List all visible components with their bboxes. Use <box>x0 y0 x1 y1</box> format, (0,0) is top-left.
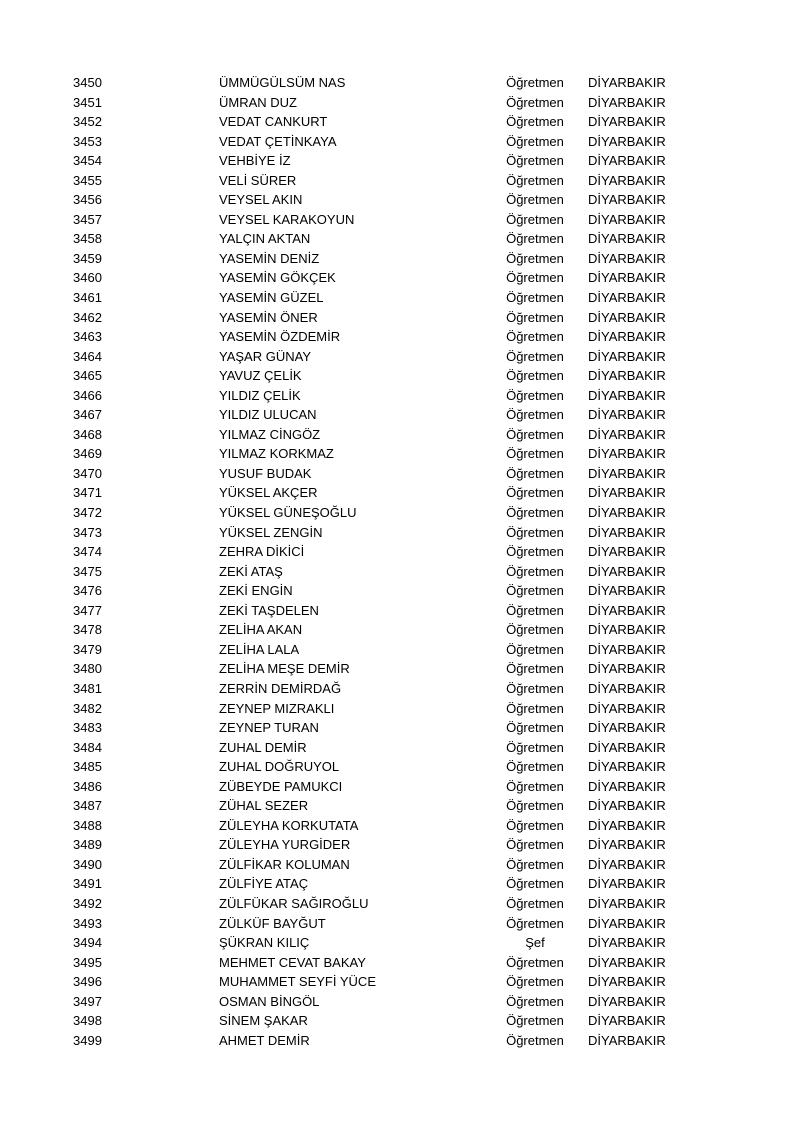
person-name: YUSUF BUDAK <box>219 465 312 481</box>
person-name: VEDAT CANKURT <box>219 114 328 130</box>
row-number: 3496 <box>73 974 102 990</box>
city-name: DİYARBAKIR <box>588 270 666 286</box>
row-number: 3458 <box>73 231 102 247</box>
person-name: ZÜLKÜF BAYĞUT <box>219 915 326 931</box>
list-row <box>0 933 800 953</box>
row-number: 3459 <box>73 250 102 266</box>
person-name: ZÜLEYHA YURGİDER <box>219 837 351 853</box>
row-number: 3460 <box>73 270 102 286</box>
person-name: YALÇIN AKTAN <box>219 231 311 247</box>
list-row <box>0 425 800 445</box>
city-name: DİYARBAKIR <box>588 817 666 833</box>
person-title: Öğretmen <box>506 250 564 266</box>
row-number: 3485 <box>73 759 102 775</box>
city-name: DİYARBAKIR <box>588 778 666 794</box>
list-row <box>0 699 800 719</box>
person-title: Öğretmen <box>506 505 564 521</box>
row-number: 3481 <box>73 680 102 696</box>
person-name: YASEMİN GÖKÇEK <box>219 270 336 286</box>
list-row <box>0 93 800 113</box>
person-name: YÜKSEL GÜNEŞOĞLU <box>219 505 357 521</box>
list-row <box>0 738 800 758</box>
row-number: 3467 <box>73 407 102 423</box>
city-name: DİYARBAKIR <box>588 661 666 677</box>
list-row <box>0 503 800 523</box>
person-name: ÜMRAN DUZ <box>219 94 297 110</box>
person-name: ZERRİN DEMİRDAĞ <box>219 680 342 696</box>
person-name: YILMAZ KORKMAZ <box>219 446 334 462</box>
city-name: DİYARBAKIR <box>588 114 666 130</box>
city-name: DİYARBAKIR <box>588 856 666 872</box>
person-name: MEHMET CEVAT BAKAY <box>219 954 366 970</box>
row-number: 3494 <box>73 935 102 951</box>
list-row <box>0 972 800 992</box>
row-number: 3490 <box>73 856 102 872</box>
city-name: DİYARBAKIR <box>588 231 666 247</box>
list-row <box>0 483 800 503</box>
city-name: DİYARBAKIR <box>588 602 666 618</box>
city-name: DİYARBAKIR <box>588 1013 666 1029</box>
city-name: DİYARBAKIR <box>588 563 666 579</box>
city-name: DİYARBAKIR <box>588 94 666 110</box>
row-number: 3498 <box>73 1013 102 1029</box>
person-title: Öğretmen <box>506 837 564 853</box>
row-number: 3462 <box>73 309 102 325</box>
list-row <box>0 601 800 621</box>
list-row <box>0 405 800 425</box>
person-name: ZELİHA LALA <box>219 641 300 657</box>
person-name: YILDIZ ULUCAN <box>219 407 317 423</box>
row-number: 3482 <box>73 700 102 716</box>
person-name: VEHBİYE İZ <box>219 153 291 169</box>
city-name: DİYARBAKIR <box>588 954 666 970</box>
person-title: Öğretmen <box>506 798 564 814</box>
person-title: Öğretmen <box>506 915 564 931</box>
person-name: ZEKİ ATAŞ <box>219 563 283 579</box>
city-name: DİYARBAKIR <box>588 309 666 325</box>
person-title: Öğretmen <box>506 426 564 442</box>
list-row <box>0 327 800 347</box>
city-name: DİYARBAKIR <box>588 935 666 951</box>
list-row <box>0 229 800 249</box>
row-number: 3484 <box>73 739 102 755</box>
row-number: 3452 <box>73 114 102 130</box>
city-name: DİYARBAKIR <box>588 524 666 540</box>
person-name: ZÜLEYHA KORKUTATA <box>219 817 359 833</box>
row-number: 3487 <box>73 798 102 814</box>
person-name: YÜKSEL ZENGİN <box>219 524 323 540</box>
list-row <box>0 640 800 660</box>
city-name: DİYARBAKIR <box>588 407 666 423</box>
person-title: Öğretmen <box>506 153 564 169</box>
person-title: Öğretmen <box>506 75 564 90</box>
person-title: Öğretmen <box>506 387 564 403</box>
person-title: Öğretmen <box>506 876 564 892</box>
list-row <box>0 874 800 894</box>
person-title: Öğretmen <box>506 524 564 540</box>
person-title: Şef <box>525 935 545 951</box>
person-name: ÜMMÜGÜLSÜM NAS <box>219 75 346 90</box>
city-name: DİYARBAKIR <box>588 348 666 364</box>
city-name: DİYARBAKIR <box>588 720 666 736</box>
person-title: Öğretmen <box>506 778 564 794</box>
person-name: YILMAZ CİNGÖZ <box>219 426 321 442</box>
list-row <box>0 210 800 230</box>
row-number: 3497 <box>73 993 102 1009</box>
list-row <box>0 523 800 543</box>
person-name: AHMET DEMİR <box>219 1032 310 1048</box>
person-title: Öğretmen <box>506 993 564 1009</box>
city-name: DİYARBAKIR <box>588 505 666 521</box>
person-title: Öğretmen <box>506 94 564 110</box>
person-name: ZUHAL DEMİR <box>219 739 307 755</box>
row-number: 3457 <box>73 211 102 227</box>
city-name: DİYARBAKIR <box>588 387 666 403</box>
row-number: 3492 <box>73 895 102 911</box>
person-title: Öğretmen <box>506 856 564 872</box>
list-row <box>0 894 800 914</box>
person-title: Öğretmen <box>506 720 564 736</box>
person-name: ZÜLFİYE ATAÇ <box>219 876 309 892</box>
city-name: DİYARBAKIR <box>588 739 666 755</box>
list-row <box>0 796 800 816</box>
person-name: ZÜHAL SEZER <box>219 798 309 814</box>
city-name: DİYARBAKIR <box>588 446 666 462</box>
list-row <box>0 953 800 973</box>
row-number: 3478 <box>73 622 102 638</box>
row-number: 3479 <box>73 641 102 657</box>
person-title: Öğretmen <box>506 583 564 599</box>
person-title: Öğretmen <box>506 759 564 775</box>
city-name: DİYARBAKIR <box>588 680 666 696</box>
list-row <box>0 757 800 777</box>
person-title: Öğretmen <box>506 329 564 345</box>
person-title: Öğretmen <box>506 270 564 286</box>
person-name: ZEKİ ENGİN <box>219 583 293 599</box>
list-row <box>0 562 800 582</box>
city-name: DİYARBAKIR <box>588 798 666 814</box>
person-name: YILDIZ ÇELİK <box>219 387 301 403</box>
person-title: Öğretmen <box>506 485 564 501</box>
city-name: DİYARBAKIR <box>588 895 666 911</box>
city-name: DİYARBAKIR <box>588 211 666 227</box>
list-row <box>0 855 800 875</box>
list-row <box>0 914 800 934</box>
person-name: ŞÜKRAN KILIÇ <box>219 935 310 951</box>
person-title: Öğretmen <box>506 680 564 696</box>
person-name: ZEKİ TAŞDELEN <box>219 602 319 618</box>
row-number: 3461 <box>73 290 102 306</box>
city-name: DİYARBAKIR <box>588 250 666 266</box>
row-number: 3453 <box>73 133 102 149</box>
list-row <box>0 1031 800 1051</box>
row-number: 3469 <box>73 446 102 462</box>
list-row <box>0 268 800 288</box>
city-name: DİYARBAKIR <box>588 837 666 853</box>
row-number: 3450 <box>73 75 102 90</box>
city-name: DİYARBAKIR <box>588 368 666 384</box>
row-number: 3454 <box>73 153 102 169</box>
row-number: 3468 <box>73 426 102 442</box>
person-name: VEDAT ÇETİNKAYA <box>219 133 337 149</box>
row-number: 3463 <box>73 329 102 345</box>
person-name: ZÜLFÜKAR SAĞIROĞLU <box>219 895 369 911</box>
person-name: OSMAN BİNGÖL <box>219 993 320 1009</box>
list-row <box>0 151 800 171</box>
row-number: 3486 <box>73 778 102 794</box>
person-title: Öğretmen <box>506 544 564 560</box>
person-title: Öğretmen <box>506 407 564 423</box>
list-row <box>0 386 800 406</box>
list-row <box>0 308 800 328</box>
list-row <box>0 171 800 191</box>
city-name: DİYARBAKIR <box>588 700 666 716</box>
person-title: Öğretmen <box>506 231 564 247</box>
list-row <box>0 444 800 464</box>
city-name: DİYARBAKIR <box>588 172 666 188</box>
row-number: 3488 <box>73 817 102 833</box>
row-number: 3470 <box>73 465 102 481</box>
person-title: Öğretmen <box>506 368 564 384</box>
person-name: VELİ SÜRER <box>219 172 297 188</box>
list-row <box>0 347 800 367</box>
person-title: Öğretmen <box>506 895 564 911</box>
list-row <box>0 659 800 679</box>
row-number: 3466 <box>73 387 102 403</box>
person-title: Öğretmen <box>506 817 564 833</box>
list-row <box>0 542 800 562</box>
city-name: DİYARBAKIR <box>588 974 666 990</box>
person-title: Öğretmen <box>506 309 564 325</box>
person-name: VEYSEL KARAKOYUN <box>219 211 355 227</box>
person-name: ZEYNEP TURAN <box>219 720 319 736</box>
person-name: YAVUZ ÇELİK <box>219 368 302 384</box>
row-number: 3473 <box>73 524 102 540</box>
person-name: VEYSEL AKIN <box>219 192 303 208</box>
city-name: DİYARBAKIR <box>588 583 666 599</box>
list-row <box>0 366 800 386</box>
list-row <box>0 777 800 797</box>
person-name: ZEYNEP MIZRAKLI <box>219 700 335 716</box>
list-row <box>0 581 800 601</box>
person-title: Öğretmen <box>506 446 564 462</box>
city-name: DİYARBAKIR <box>588 290 666 306</box>
city-name: DİYARBAKIR <box>588 622 666 638</box>
person-title: Öğretmen <box>506 211 564 227</box>
row-number: 3489 <box>73 837 102 853</box>
row-number: 3495 <box>73 954 102 970</box>
person-name: YASEMİN ÖZDEMİR <box>219 329 341 345</box>
person-title: Öğretmen <box>506 954 564 970</box>
list-row <box>0 835 800 855</box>
city-name: DİYARBAKIR <box>588 544 666 560</box>
person-title: Öğretmen <box>506 974 564 990</box>
person-title: Öğretmen <box>506 172 564 188</box>
row-number: 3455 <box>73 172 102 188</box>
city-name: DİYARBAKIR <box>588 465 666 481</box>
person-name: YAŞAR GÜNAY <box>219 348 311 364</box>
person-name: ZEHRA DİKİCİ <box>219 544 305 560</box>
person-title: Öğretmen <box>506 739 564 755</box>
city-name: DİYARBAKIR <box>588 876 666 892</box>
row-number: 3464 <box>73 348 102 364</box>
person-title: Öğretmen <box>506 348 564 364</box>
person-name: ZELİHA MEŞE DEMİR <box>219 661 350 677</box>
person-title: Öğretmen <box>506 133 564 149</box>
person-title: Öğretmen <box>506 1013 564 1029</box>
city-name: DİYARBAKIR <box>588 993 666 1009</box>
row-number: 3465 <box>73 368 102 384</box>
city-name: DİYARBAKIR <box>588 1032 666 1048</box>
person-title: Öğretmen <box>506 602 564 618</box>
person-title: Öğretmen <box>506 192 564 208</box>
row-number: 3477 <box>73 602 102 618</box>
row-number: 3493 <box>73 915 102 931</box>
person-title: Öğretmen <box>506 661 564 677</box>
person-title: Öğretmen <box>506 622 564 638</box>
city-name: DİYARBAKIR <box>588 133 666 149</box>
row-number: 3475 <box>73 563 102 579</box>
person-name: SİNEM ŞAKAR <box>219 1013 308 1029</box>
city-name: DİYARBAKIR <box>588 641 666 657</box>
list-row <box>0 112 800 132</box>
person-name: YÜKSEL AKÇER <box>219 485 318 501</box>
person-name: ZELİHA AKAN <box>219 622 303 638</box>
person-title: Öğretmen <box>506 563 564 579</box>
person-name: YASEMİN ÖNER <box>219 309 318 325</box>
person-name: ZÜBEYDE PAMUKCI <box>219 778 343 794</box>
person-name: YASEMİN DENİZ <box>219 250 320 266</box>
person-title: Öğretmen <box>506 290 564 306</box>
person-name: ZÜLFİKAR KOLUMAN <box>219 856 350 872</box>
city-name: DİYARBAKIR <box>588 192 666 208</box>
person-title: Öğretmen <box>506 114 564 130</box>
row-number: 3472 <box>73 505 102 521</box>
person-name: MUHAMMET SEYFİ YÜCE <box>219 974 376 990</box>
city-name: DİYARBAKIR <box>588 153 666 169</box>
row-number: 3483 <box>73 720 102 736</box>
city-name: DİYARBAKIR <box>588 75 666 90</box>
personnel-list <box>0 73 800 1050</box>
list-row <box>0 464 800 484</box>
list-row <box>0 190 800 210</box>
city-name: DİYARBAKIR <box>588 426 666 442</box>
city-name: DİYARBAKIR <box>588 915 666 931</box>
row-number: 3456 <box>73 192 102 208</box>
list-row <box>0 992 800 1012</box>
person-name: ZUHAL DOĞRUYOL <box>219 759 340 775</box>
list-row <box>0 679 800 699</box>
list-row <box>0 249 800 269</box>
city-name: DİYARBAKIR <box>588 759 666 775</box>
person-title: Öğretmen <box>506 465 564 481</box>
list-row <box>0 816 800 836</box>
row-number: 3499 <box>73 1032 102 1048</box>
row-number: 3476 <box>73 583 102 599</box>
person-name: YASEMİN GÜZEL <box>219 290 324 306</box>
row-number: 3474 <box>73 544 102 560</box>
list-row <box>0 620 800 640</box>
city-name: DİYARBAKIR <box>588 329 666 345</box>
row-number: 3471 <box>73 485 102 501</box>
list-row <box>0 132 800 152</box>
row-number: 3491 <box>73 876 102 892</box>
city-name: DİYARBAKIR <box>588 485 666 501</box>
list-row <box>0 288 800 308</box>
row-number: 3451 <box>73 94 102 110</box>
person-title: Öğretmen <box>506 1032 564 1048</box>
person-title: Öğretmen <box>506 641 564 657</box>
person-title: Öğretmen <box>506 700 564 716</box>
list-row <box>0 718 800 738</box>
row-number: 3480 <box>73 661 102 677</box>
list-row <box>0 73 800 93</box>
list-row <box>0 1011 800 1031</box>
